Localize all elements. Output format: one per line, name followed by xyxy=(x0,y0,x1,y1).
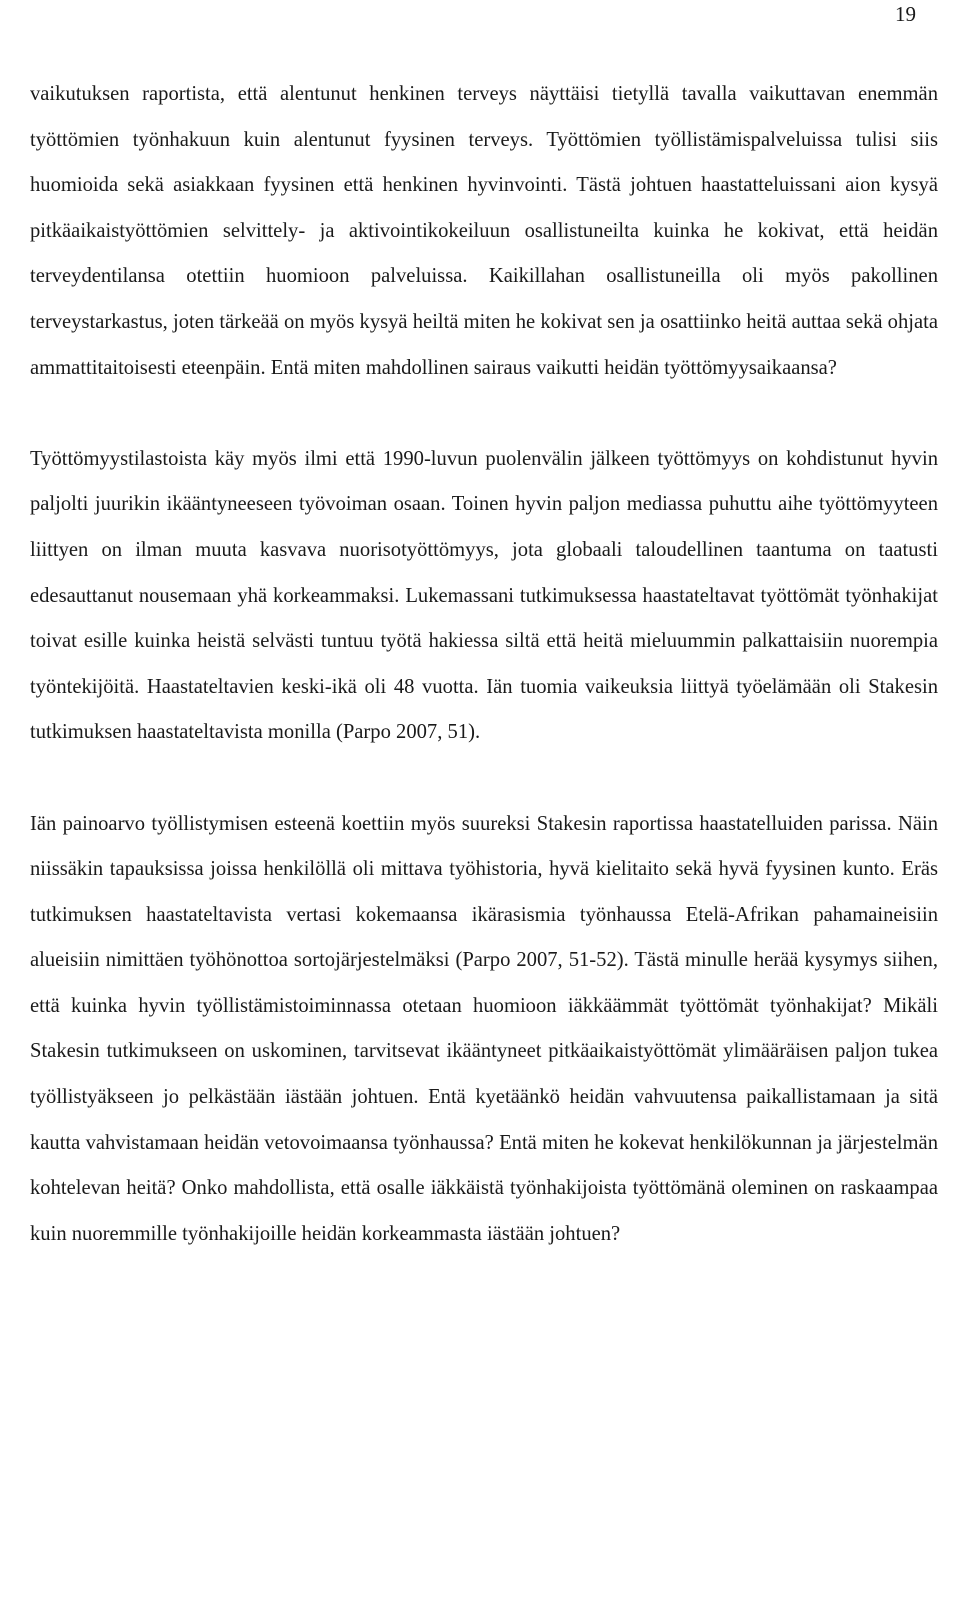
page-number: 19 xyxy=(895,2,916,26)
paragraph-1: vaikutuksen raportista, että alentunut henkinen terveys näyttäisi tietyllä tavalla vaikuttavan enemmän työttömien työnhakuun kuin alentunut fyysinen terveys. Työttömien työllistämispalveluissa tulisi siis huomioida sekä asiakkaan fyysinen että henkinen hyvinvointi. Tästä johtuen haastatteluissani aion kysyä pitkäaikaistyöttömien selvittely- ja aktivointikokeiluun osallistuneilta kuinka he kokivat, että heidän terveydentilansa otettiin huomioon palveluissa. Kaikillahan osallistuneilla oli myös pakollinen terveystarkastus, joten tärkeää on myös kysyä heiltä miten he kokivat sen ja osattiinko heitä auttaa sekä ohjata ammattitaitoisesti eteenpäin. Entä miten mahdollinen sairaus vaikutti heidän työttömyysaikaansa? xyxy=(30,83,938,379)
paragraph-3: Iän painoarvo työllistymisen esteenä koettiin myös suureksi Stakesin raportissa haastatelluiden parissa. Näin niissäkin tapauksissa joissa henkilöllä oli mittava työhistoria, hyvä kielitaito sekä hyvä fyysinen kunto. Eräs tutkimuksen haastateltavista vertasi kokemaansa ikärasismia työnhaussa Etelä-Afrikan pahamaineisiin alueisiin nimittäen työhönottoa sortojärjestelmäksi (Parpo 2007, 51-52). Tästä minulle herää kysymys siihen, että kuinka hyvin työllistämistoiminnassa otetaan huomioon iäkkäämmät työttömät työnhakijat? Mikäli Stakesin tutkimukseen on uskominen, tarvitsevat ikääntyneet pitkäaikaistyöttömät ylimääräisen paljon tukea työllistyäkseen jo pelkästään iästään johtuen. Entä kyetäänkö heidän vahvuutensa paikallistamaan ja sitä kautta vahvistamaan heidän vetovoimaansa työnhaussa? Entä miten he kokevat henkilökunnan ja järjestelmän kohtelevan heitä? Onko mahdollista, että osalle iäkkäistä työnhakijoista työttömänä oleminen on raskaampaa kuin nuoremmille työnhakijoille heidän korkeammasta iästään johtuen? xyxy=(30,812,938,1245)
paragraph-2: Työttömyystilastoista käy myös ilmi että 1990-luvun puolenvälin jälkeen työttömyys on kohdistunut hyvin paljolti juurikin ikääntyneeseen työvoiman osaan. Toinen hyvin paljon mediassa puhuttu aihe työttömyyteen liittyen on ilman muuta kasvava nuorisotyöttömyys, jota globaali taloudellinen taantuma on taatusti edesauttanut nousemaan yhä korkeammaksi. Lukemassani tutkimuksessa haastateltavat työttömät työnhakijat toivat esille kuinka heistä selvästi tuntuu työtä hakiessa siltä että heitä mieluummin palkattaisiin nuorempia työntekijöitä. Haastateltavien keski-ikä oli 48 vuotta. Iän tuomia vaikeuksia liittyä työelämään oli Stakesin tutkimuksen haastateltavista monilla (Parpo 2007, 51). xyxy=(30,447,938,744)
document-body xyxy=(30,72,938,1257)
